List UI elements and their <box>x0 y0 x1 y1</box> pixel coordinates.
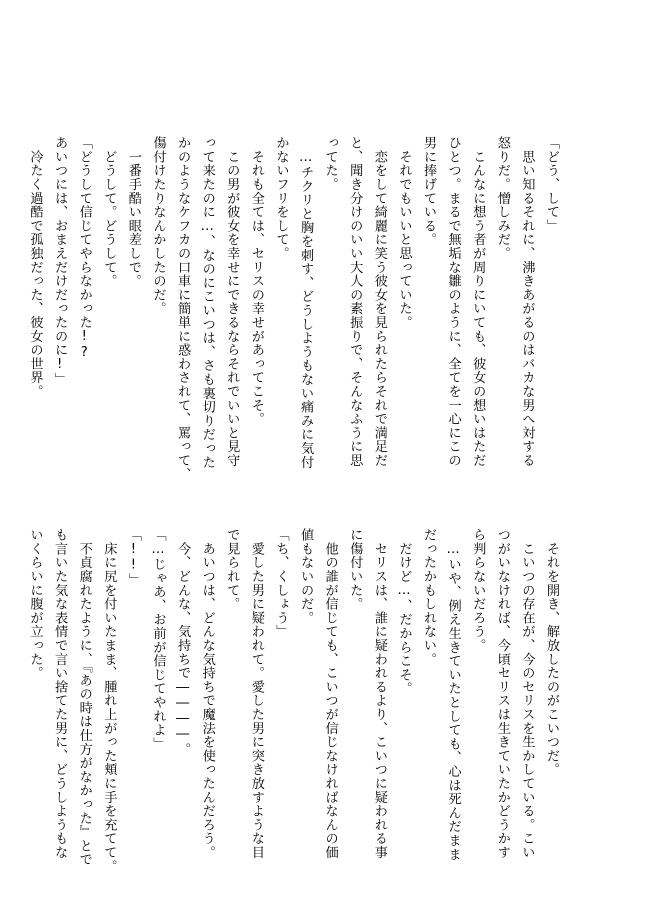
text-line: で見られて。 <box>224 528 240 611</box>
text-line: 今、どんな、気持ちで――――。 <box>175 528 191 756</box>
text-line: 床に尻を付いたまま、腫れ上がった頬に手を充てて。 <box>101 528 117 873</box>
text-line: 「…じゃあ、お前が信じてやれよ」 <box>150 528 166 751</box>
text-line: …チクリと胸を刺す、どうしようもない痛みに気付 <box>298 136 314 469</box>
text-line: それも全ては、セリスの幸せがあってこそ。 <box>248 136 264 426</box>
text-line: つがいなければ、今頃セリスは生きていたかどうかす <box>494 528 510 860</box>
text-line: 他の誰が信じても、こいつが信じなければなんの価 <box>322 528 338 860</box>
text-line: 思い知るそれに、沸きあがるのはバカな男へ対する <box>519 136 535 468</box>
text-line: も言いた気な表情で言い捨てた男に、どうしようもな <box>52 528 68 860</box>
text-line: 「どうして信じてやらなかった!? <box>76 136 92 361</box>
text-line: いくらいに腹が立った。 <box>27 528 43 680</box>
text-line: かのようなケフカの口車に簡単に惑わされて、罵って、 <box>175 136 191 481</box>
text-line: あいつは、どんな気持ちで魔法を使ったんだろう。 <box>199 528 215 860</box>
text-line: って来たのに…、なのにこいつは、さも裏切りだった <box>199 136 215 469</box>
text-line: 恋をして綺麗に笑う彼女を見られたらそれで満足だ <box>371 136 387 468</box>
text-line: ら判らないだろう。 <box>470 528 486 653</box>
upper-text-block <box>22 136 563 506</box>
text-line: 男に捧げている。 <box>421 136 437 247</box>
text-line: この男が彼女を幸せにできるならそれでいいと見守 <box>224 136 240 468</box>
text-line: 「!!」 <box>125 528 141 587</box>
text-line: こいつの存在が、今のセリスを生かしている。こい <box>519 528 535 860</box>
text-line: だったかもしれない。 <box>421 528 437 666</box>
text-line: それを開き、解放したのがこいつだ。 <box>544 528 559 777</box>
text-line: 冷たく過酷で孤独だった、彼女の世界。 <box>27 136 43 399</box>
text-line: 不貞腐れたように、『あの時は仕方がなかった』とで <box>76 528 92 867</box>
text-line: セリスは、誰に疑われるより、こいつに疑われる事 <box>371 528 387 860</box>
text-line: 一番手酷い眼差しで。 <box>125 136 141 288</box>
text-line: 怒りだ。憎しみだ。 <box>494 136 510 261</box>
text-line: どうして。どうして。 <box>101 136 117 288</box>
text-line: 「ち、くしょう」 <box>273 528 289 639</box>
text-line: こんなに想う者が周りにいても、彼女の想いはただ <box>470 136 486 468</box>
text-line: それでもいいと思っていた。 <box>396 136 412 330</box>
text-line: と、聞き分けのいい大人の素振りで、そんなふうに思 <box>347 136 363 468</box>
lower-text-block <box>22 528 563 898</box>
text-line: ってた。 <box>322 136 338 192</box>
text-line: 愛した男に疑われて。愛した男に突き放すような目 <box>248 528 264 860</box>
text-line: 「どう、して」 <box>544 136 559 233</box>
text-line: 傷付けたりなんかしたのだ。 <box>150 136 166 316</box>
text-line: 値もないのだ。 <box>298 528 314 625</box>
text-line: に傷付いた。 <box>347 528 363 611</box>
text-line: …いや、例え生きていたとしても、心は死んだまま <box>445 528 461 861</box>
text-line: ひとつ。まるで無垢な雛のように、全てを一心にこの <box>445 136 461 468</box>
text-line: かないフリをして。 <box>273 136 289 261</box>
text-line: あいつには、おまえだけだったのに!」 <box>52 136 68 387</box>
text-line: だけど…、だからこそ。 <box>396 528 412 696</box>
